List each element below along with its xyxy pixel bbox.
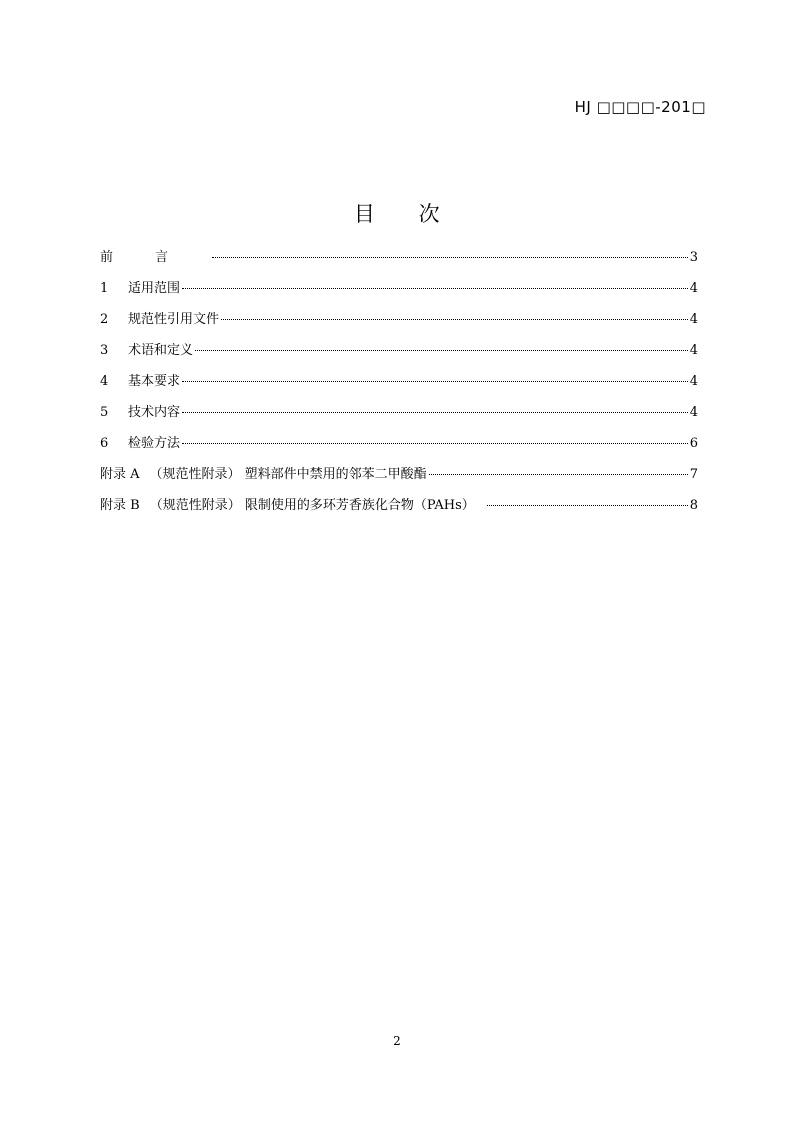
toc-entry-page: 4 xyxy=(689,281,698,296)
toc-entry-normative-references[interactable] xyxy=(100,308,698,339)
toc-entry-number: 2 xyxy=(100,312,109,327)
toc-entry-page: 7 xyxy=(689,467,698,482)
toc-entry-page: 3 xyxy=(689,250,698,265)
toc-entry-text: 基本要求 xyxy=(128,374,181,389)
toc-entry-text: 规范性引用文件 xyxy=(128,312,220,327)
toc-entry-page: 4 xyxy=(689,343,698,358)
toc-entry-scope[interactable] xyxy=(100,277,698,308)
toc-entry-number: 5 xyxy=(100,405,109,420)
toc-entry-text: 检验方法 xyxy=(128,436,181,451)
toc-entry-page: 8 xyxy=(689,498,698,513)
toc-entry-appendix-a[interactable] xyxy=(100,463,698,494)
toc-entry-text: 术语和定义 xyxy=(128,343,194,358)
toc-entry-text: （规范性附录） 塑料部件中禁用的邻苯二甲酸酯 xyxy=(149,467,427,482)
toc-dot-leader xyxy=(487,505,688,506)
toc-entry-number: 附录 A xyxy=(100,467,140,482)
toc-dot-leader xyxy=(182,443,688,444)
toc-entry-page: 6 xyxy=(689,436,698,451)
table-of-contents xyxy=(100,246,698,525)
toc-entry-number: 附录 B xyxy=(100,498,140,513)
toc-entry-text: （规范性附录） 限制使用的多环芳香族化合物（PAHs） xyxy=(149,498,475,513)
toc-entry-test-methods[interactable] xyxy=(100,432,698,463)
toc-entry-page: 4 xyxy=(689,374,698,389)
toc-entry-terms-definitions[interactable] xyxy=(100,339,698,370)
toc-entry-number: 4 xyxy=(100,374,109,389)
toc-dot-leader xyxy=(182,381,688,382)
toc-title: 目 次 xyxy=(353,202,441,226)
toc-entry-appendix-b[interactable] xyxy=(100,494,698,525)
toc-dot-leader xyxy=(429,474,688,475)
toc-entry-number: 1 xyxy=(100,281,109,296)
toc-entry-page: 4 xyxy=(689,405,698,420)
toc-dot-leader xyxy=(182,412,688,413)
document-code: HJ □□□□-201□ xyxy=(574,98,706,116)
toc-dot-leader xyxy=(182,288,688,289)
toc-entry-number: 6 xyxy=(100,436,109,451)
toc-entry-text: 适用范围 xyxy=(128,281,181,296)
toc-dot-leader xyxy=(195,350,688,351)
toc-entry-basic-requirements[interactable] xyxy=(100,370,698,401)
toc-entry-text: 技术内容 xyxy=(128,405,181,420)
toc-entry-text: 前言 xyxy=(100,250,211,265)
toc-entry-page: 4 xyxy=(689,312,698,327)
toc-dot-leader xyxy=(212,257,688,258)
toc-entry-technical-content[interactable] xyxy=(100,401,698,432)
page-number: 2 xyxy=(393,1034,401,1048)
toc-dot-leader xyxy=(221,319,688,320)
toc-entry-foreword[interactable] xyxy=(100,246,698,277)
toc-entry-number: 3 xyxy=(100,343,109,358)
